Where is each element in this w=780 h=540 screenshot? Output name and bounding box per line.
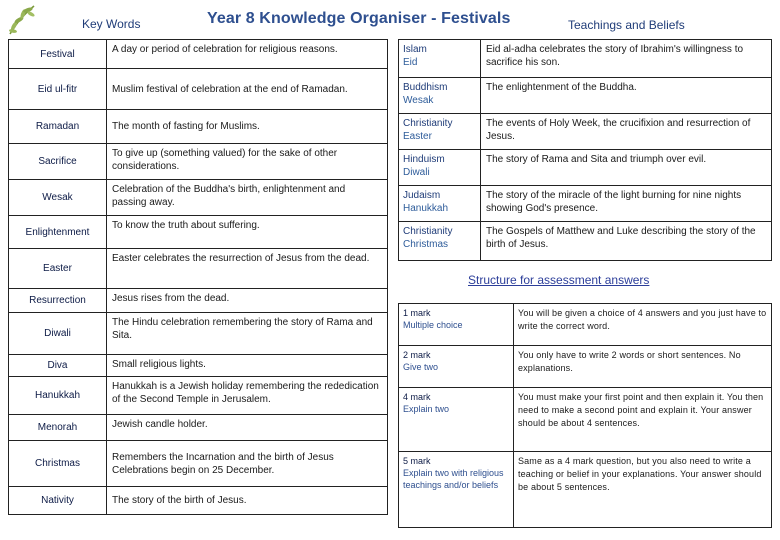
table-row — [9, 487, 388, 515]
kw-term: Menorah — [9, 415, 107, 441]
kw-term: Diwali — [9, 313, 107, 355]
kw-term: Christmas — [9, 441, 107, 487]
table-row — [9, 180, 388, 216]
table-row — [399, 150, 772, 186]
kw-term: Wesak — [9, 180, 107, 216]
belief-cell: The events of Holy Week, the crucifixion and resurrection of Jesus. — [481, 114, 772, 150]
religion-cell — [399, 150, 481, 186]
table-row — [399, 388, 772, 452]
table-row — [9, 69, 388, 110]
kw-definition: Easter celebrates the resurrection of Jesus from the dead. — [107, 249, 388, 289]
belief-cell: The Gospels of Matthew and Luke describing the story of the birth of Jesus. — [481, 222, 772, 261]
assessment-structure-table — [398, 303, 772, 528]
mark-value: 4 mark — [403, 392, 431, 402]
table-row — [9, 289, 388, 313]
table-row — [399, 40, 772, 78]
religion-name: Christianity — [403, 118, 453, 129]
table-row — [399, 186, 772, 222]
kw-term: Hanukkah — [9, 377, 107, 415]
festival-name: Wesak — [403, 95, 434, 106]
religion-cell — [399, 114, 481, 150]
kw-term: Diva — [9, 355, 107, 377]
mark-value: 5 mark — [403, 456, 431, 466]
page-title: Year 8 Knowledge Organiser - Festivals — [207, 10, 511, 27]
answer-guidance: You will be given a choice of 4 answers and you just have to write the correct word. — [514, 304, 772, 346]
table-row — [9, 377, 388, 415]
question-type: Explain two with religious teachings and/or beliefs — [403, 468, 504, 490]
table-row — [9, 110, 388, 144]
table-row — [9, 216, 388, 249]
table-row — [9, 40, 388, 69]
kw-definition: A day or period of celebration for religious reasons. — [107, 40, 388, 69]
answer-guidance: You must make your first point and then explain it. You then need to make a second point and explain it. Your answer should be about 4 sentences. — [514, 388, 772, 452]
kw-term: Resurrection — [9, 289, 107, 313]
kw-definition: Jesus rises from the dead. — [107, 289, 388, 313]
question-type: Explain two — [403, 404, 450, 414]
mark-cell — [399, 346, 514, 388]
belief-cell: The story of Rama and Sita and triumph over evil. — [481, 150, 772, 186]
kw-definition: Remembers the Incarnation and the birth of Jesus Celebrations begin on 25 December. — [107, 441, 388, 487]
table-row — [399, 78, 772, 114]
table-row — [399, 114, 772, 150]
religion-name: Judaism — [403, 190, 441, 201]
kw-definition: Jewish candle holder. — [107, 415, 388, 441]
table-row — [399, 222, 772, 261]
mark-cell — [399, 452, 514, 528]
religion-name: Islam — [403, 44, 427, 55]
table-row — [9, 415, 388, 441]
belief-cell: Eid al-adha celebrates the story of Ibrahim's willingness to sacrifice his son. — [481, 40, 772, 78]
kw-definition: Celebration of the Buddha's birth, enlightenment and passing away. — [107, 180, 388, 216]
mark-value: 1 mark — [403, 308, 431, 318]
table-row — [9, 355, 388, 377]
table-row — [9, 441, 388, 487]
kw-definition: Muslim festival of celebration at the end of Ramadan. — [107, 69, 388, 110]
kw-definition: To give up (something valued) for the sake of other considerations. — [107, 144, 388, 180]
question-type: Give two — [403, 362, 439, 372]
table-row — [399, 452, 772, 528]
belief-cell: The story of the miracle of the light burning for nine nights showing God's presence. — [481, 186, 772, 222]
festival-name: Eid — [403, 57, 418, 68]
religion-name: Christianity — [403, 226, 453, 237]
table-row — [9, 144, 388, 180]
belief-cell: The enlightenment of the Buddha. — [481, 78, 772, 114]
teachings-table — [398, 39, 772, 261]
kw-definition: The story of the birth of Jesus. — [107, 487, 388, 515]
teachings-heading: Teachings and Beliefs — [568, 18, 685, 32]
answer-guidance: Same as a 4 mark question, but you also need to write a teaching or belief in your explanations. Your answer should be about 5 sentences. — [514, 452, 772, 528]
mark-value: 2 mark — [403, 350, 431, 360]
answer-guidance: You only have to write 2 words or short sentences. No explanations. — [514, 346, 772, 388]
key-words-heading: Key Words — [82, 17, 141, 31]
festival-name: Easter — [403, 131, 432, 142]
structure-heading: Structure for assessment answers — [468, 273, 650, 287]
mark-cell — [399, 388, 514, 452]
table-row — [399, 346, 772, 388]
olive-branch-logo-icon — [4, 2, 42, 36]
kw-term: Nativity — [9, 487, 107, 515]
kw-term: Ramadan — [9, 110, 107, 144]
kw-definition: Hanukkah is a Jewish holiday remembering the rededication of the Second Temple in Jerusalem. — [107, 377, 388, 415]
table-row — [9, 313, 388, 355]
religion-cell — [399, 78, 481, 114]
religion-name: Buddhism — [403, 82, 448, 93]
religion-cell — [399, 222, 481, 261]
kw-term: Sacrifice — [9, 144, 107, 180]
festival-name: Christmas — [403, 239, 449, 250]
religion-name: Hinduism — [403, 154, 445, 165]
kw-definition: Small religious lights. — [107, 355, 388, 377]
table-row — [399, 304, 772, 346]
kw-term: Enlightenment — [9, 216, 107, 249]
mark-cell — [399, 304, 514, 346]
festival-name: Diwali — [403, 167, 430, 178]
question-type: Multiple choice — [403, 320, 463, 330]
key-words-table — [8, 39, 388, 515]
kw-definition: To know the truth about suffering. — [107, 216, 388, 249]
kw-term: Festival — [9, 40, 107, 69]
kw-definition: The month of fasting for Muslims. — [107, 110, 388, 144]
kw-definition: The Hindu celebration remembering the story of Rama and Sita. — [107, 313, 388, 355]
religion-cell — [399, 40, 481, 78]
table-row — [9, 249, 388, 289]
festival-name: Hanukkah — [403, 203, 449, 214]
kw-term: Eid ul-fitr — [9, 69, 107, 110]
religion-cell — [399, 186, 481, 222]
kw-term: Easter — [9, 249, 107, 289]
